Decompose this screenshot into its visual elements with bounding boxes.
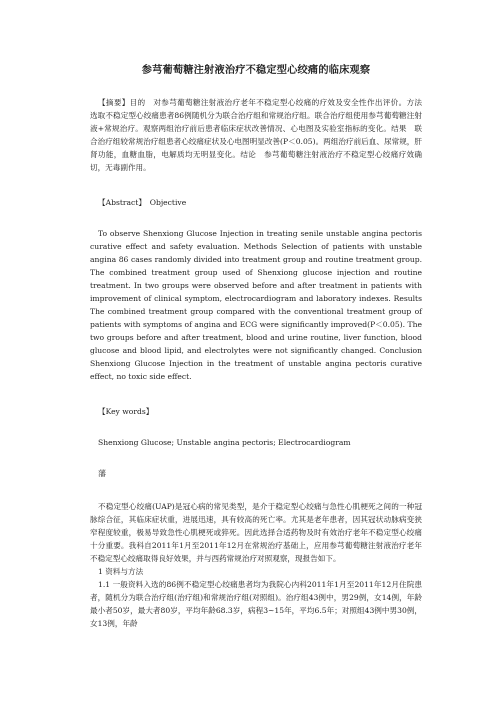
document-page [90, 64, 430, 630]
keywords: Shenxiong Glucose; Unstable angina pectoris; Electrocardiogram [98, 438, 351, 447]
paper-title: 参芎葡萄糖注射液治疗不稳定型心绞痛的临床观察 [141, 65, 371, 76]
abstract-english-heading: 【Abstract】 Objective [98, 198, 187, 207]
decorative-character: 藩 [98, 469, 106, 478]
keywords-heading: 【Key words】 [98, 407, 154, 416]
abstract-chinese: 【摘要】目的 对参芎葡萄糖注射液治疗老年不稳定型心绞痛的疗效及安全性作出评价。方法 选取不稳定型心绞痛患者86例随机分为联合治疗组和常规治疗组。联合治疗组使用参芎葡萄糖注射液+常规治疗。观察两组治疗前后患者临床症状改善情况、心电图及实验室指标的变化。结果 联合治疗组较常规治疗组患者心绞痛症状及心电图明显改善(P＜0.05)。两组治疗前后血、尿常规，肝肾功能，血糖血脂，电解质均无明显变化。结论 参芎葡萄糖注射液治疗不稳定型心绞痛疗效确切，无毒副作用。 [90, 98, 430, 172]
abstract-english: To observe Shenxiong Glucose Injection in treating senile unstable angina pectoris curative effect and safety evaluation. Methods Selection of patients with unstable angina 86 cases randomly divided into treatment group and routine treatment group. The combined treatment group used of Shenxiong glucose injection and routine treatment. In two groups were observed before and after treatment in patients with improvement of clinical symptom, electrocardiogram and laboratory indexes. Results The combined treatment group compared with the conventional treatment group of patients with symptoms of angina and ECG were significantly improved(P＜0.05). The two groups before and after treatment, blood and urine routine, liver function, blood glucose and blood lipid, and electrolytes were not significantly changed. Conclusion Shenxiong Glucose Injection in the treatment of unstable angina pectoris curative effect, no toxic side effect. [90, 229, 422, 381]
introduction-paragraph: 不稳定型心绞痛(UAP)是冠心病的常见类型，是介于稳定型心绞痛与急性心肌梗死之间的一种冠脉综合征，其临床症状重，进展迅速，具有较高的死亡率。尤其是老年患者，因其冠状动脉病变狭窄程度较重，极易导致急性心肌梗死或猝死。因此选择合适药物及时有效治疗老年不稳定型心绞痛十分重要。我科自2011年1月至2011年12月在常规治疗基础上，应用参芎葡萄糖注射液治疗老年不稳定型心绞痛取得良好效果，并与西药常规治疗对照观察，现报告如下。 [90, 502, 422, 563]
section-1-1-paragraph: 1.1 一般资料入选的86例不稳定型心绞痛患者均为我院心内科2011年1月至2011年12月住院患者，随机分为联合治疗组(治疗组)和常规治疗组(对照组)。治疗组43例中，男29例，女14例，年龄最小者50岁，最大者80岁，平均年龄68.3岁，病程3~15年，平均6.5年；对照组43例中男30例，女13例，年龄 [90, 580, 422, 628]
section-1-heading: 1 资料与方法 [98, 567, 144, 576]
